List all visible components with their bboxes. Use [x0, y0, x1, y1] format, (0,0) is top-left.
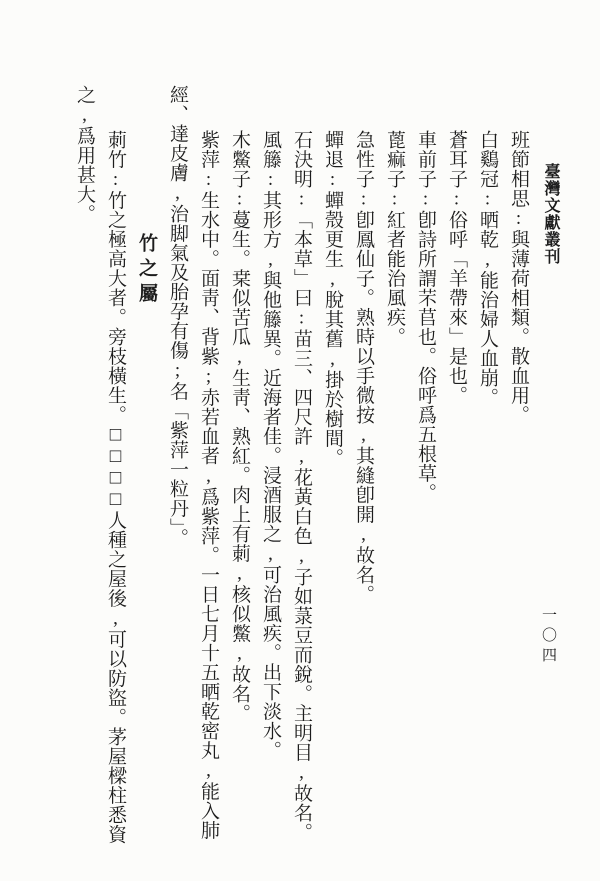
text-column: 急性子:卽鳳仙子。熟時以手微按,其縫卽開,故名。 — [353, 130, 374, 604]
text-column: 蒼耳子:俗呼「羊帶來」是也。 — [446, 130, 467, 405]
main-text-block — [58, 85, 529, 844]
text-column: 紫萍:生水中。面靑、背紫;赤若血者,爲紫萍。一日七月十五晒乾密丸,能入肺 — [198, 130, 219, 840]
text-column-continuation: 之,爲用甚大。 — [74, 85, 95, 224]
page-number: 一〇四 — [540, 607, 556, 667]
section-heading-bamboo: 竹之屬 — [136, 233, 157, 308]
text-column: 班節相思:與薄荷相類。散血用。 — [508, 130, 529, 425]
running-head: 臺灣文獻叢刊 — [542, 163, 559, 265]
text-column: 蟬退:蟬殼更生,脫其舊,掛於樹間。 — [322, 130, 343, 468]
text-column-continuation: 經、達皮膚,治脚氣及胎孕有傷;名「紫萍一粒丹」。 — [167, 85, 188, 548]
text-column: 石決明:「本草」曰:苗三、四尺許,花黃白色,子如菉豆而銳。主明目,故名。 — [291, 130, 312, 842]
text-column: 蓖痲子:紅者能治風疾。 — [384, 130, 405, 347]
text-column: 莿竹:竹之極高大者。旁枝橫生。□□□□人種之屋後,可以防盜。茅屋樑柱悉資 — [105, 130, 126, 844]
text-column: 木鱉子:蔓生。枽似苦瓜,生靑、熟紅。肉上有莿,核似鱉,故名。 — [229, 130, 250, 723]
text-column: 車前子:卽詩所謂芣苢也。俗呼爲五根草。 — [415, 130, 436, 503]
text-column: 風籐:其形方,與他籐異。近海者佳。浸酒服之,可治風疾。出下淡水。 — [260, 130, 281, 760]
text-column: 白鷄冠:晒乾,能治婦人血崩。 — [477, 130, 498, 407]
